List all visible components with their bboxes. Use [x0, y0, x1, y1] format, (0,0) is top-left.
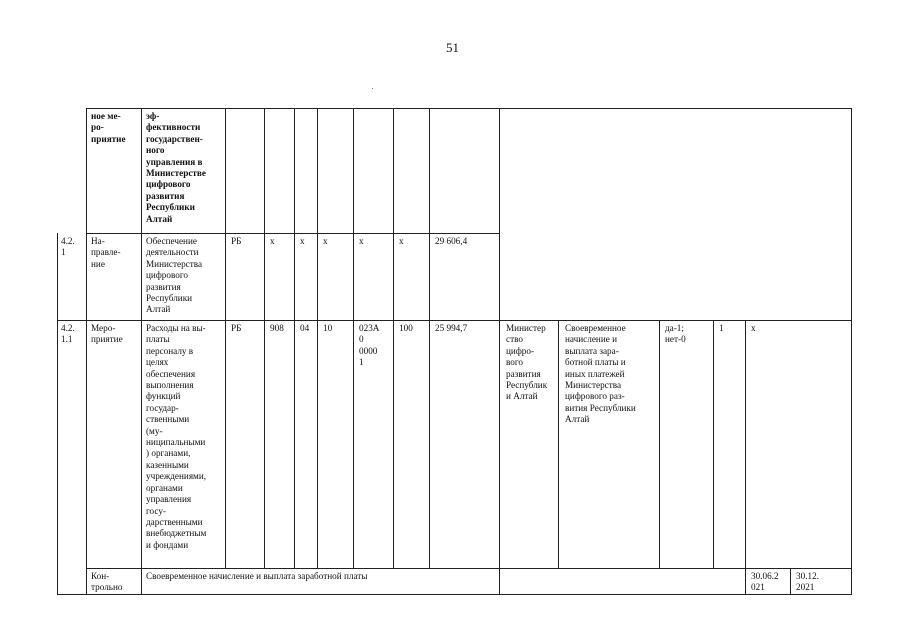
cell-measure-csr: 023А 0 0000 1 — [359, 323, 380, 368]
table-rule — [659, 320, 660, 568]
cell-measure-vr: 100 — [399, 323, 413, 333]
cell-measure-source: РБ — [231, 323, 242, 333]
page-number: 51 — [446, 40, 459, 55]
scan-speck — [372, 88, 373, 89]
table-rule — [745, 320, 746, 594]
table-rule — [294, 108, 295, 568]
cell-direction-csr: х — [359, 236, 364, 246]
cell-measure-indicator: да-1; нет-0 — [665, 323, 686, 345]
cell-measure-executor: Министер ство цифро- вого развития Республик и Алтай — [506, 323, 548, 402]
cell-continuation-name: эф- фективности государствен- ного управления в Министерстве цифрового развития Республики Алтай — [146, 111, 206, 224]
cell-continuation-type: ное ме- ро- приятие — [91, 111, 126, 144]
cell-direction-rz: х — [300, 236, 305, 246]
cell-control-type: Кон- трольно — [91, 571, 123, 593]
table-rule — [86, 233, 499, 234]
cell-measure-pr: 10 — [323, 323, 333, 333]
cell-direction-source: РБ — [231, 236, 242, 246]
table-rule — [86, 108, 87, 594]
cell-direction-name: Обеспечение деятельности Министерства цифрового развития Республики Алтай — [146, 236, 203, 315]
cell-measure-type: Меро- приятие — [91, 323, 123, 345]
table-rule — [86, 568, 852, 569]
cell-control-date-start: 30.06.2 021 — [751, 571, 779, 593]
cell-direction-amount: 29 606,4 — [435, 236, 468, 246]
cell-control-description: Своевременное начисление и выплата заработной платы — [146, 571, 368, 581]
table-rule — [141, 108, 142, 594]
table-rule — [558, 320, 559, 568]
table-rule — [57, 594, 852, 595]
cell-direction-type: На- правле- ние — [91, 236, 121, 269]
table-rule — [429, 108, 430, 568]
table-rule — [317, 108, 318, 568]
cell-direction-vr: х — [399, 236, 404, 246]
cell-measure-value: 1 — [719, 323, 724, 333]
table-rule — [225, 108, 226, 568]
cell-control-date-end: 30.12. 2021 — [796, 571, 819, 593]
table-rule — [57, 233, 58, 594]
cell-direction-code: 4.2. 1 — [61, 236, 75, 258]
cell-measure-grbs: 908 — [270, 323, 284, 333]
cell-measure-rz: 04 — [300, 323, 310, 333]
cell-direction-pr: х — [323, 236, 328, 246]
cell-measure-deadline: х — [751, 323, 756, 333]
cell-direction-grbs: х — [270, 236, 275, 246]
cell-measure-code: 4.2. 1.1 — [61, 323, 75, 345]
table-rule — [499, 108, 500, 594]
table-rule — [86, 108, 852, 109]
cell-measure-amount: 25 994,7 — [435, 323, 468, 333]
table-rule — [57, 320, 852, 321]
cell-measure-name: Расходы на вы- платы персоналу в целях обеспечения выполнения функций государ- ственными (му- ниципальными ) органами, казенными учреждениями, органами управления госу- дарственными внебюджетным и фондами — [146, 323, 207, 550]
table-rule — [713, 320, 714, 568]
table-rule — [790, 568, 791, 594]
cell-measure-result: Своевременное начисление и выплата зара- ботной платы и иных платежей Министерства цифрового раз- вития Республики Алтай — [565, 323, 636, 425]
table-rule — [353, 108, 354, 568]
table-rule — [851, 108, 852, 595]
table-rule — [264, 108, 265, 568]
table-rule — [393, 108, 394, 568]
